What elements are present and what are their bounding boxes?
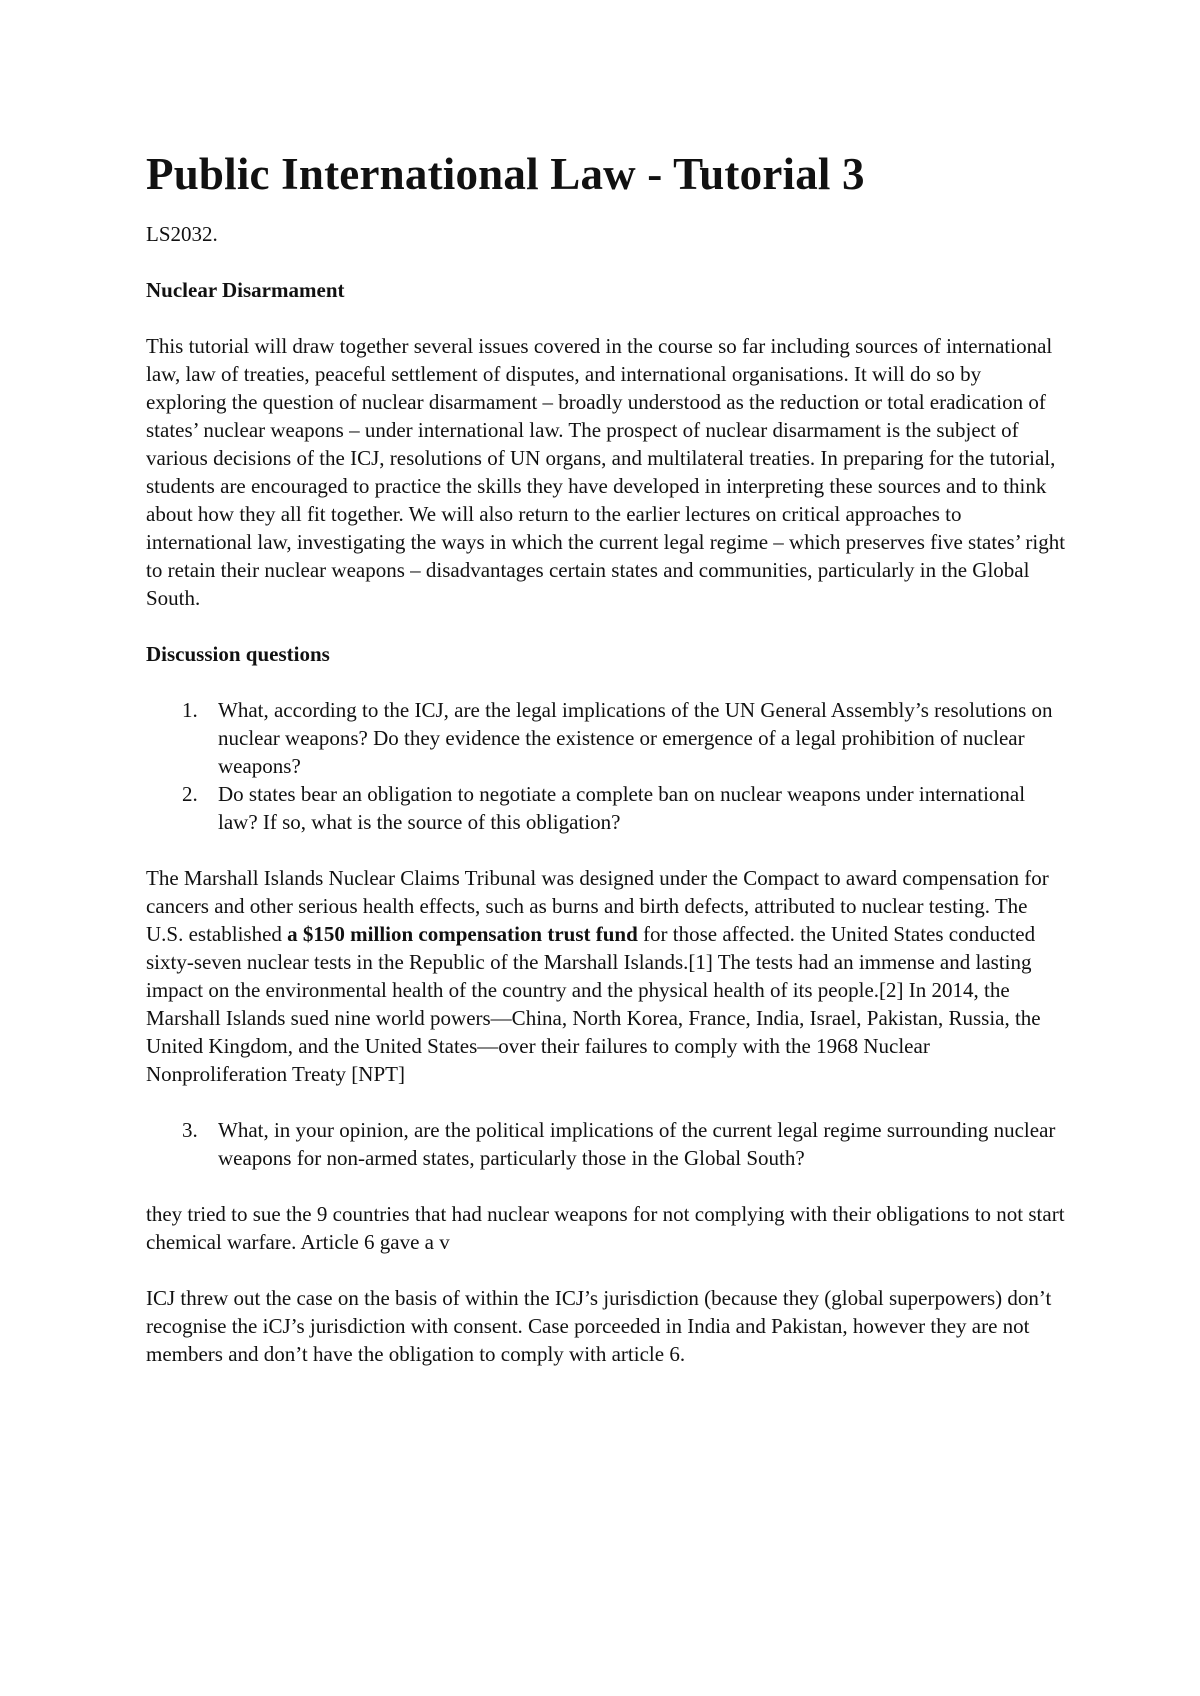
course-code: LS2032. [146,222,218,246]
marshall-text-after: for those affected. the United States conducted sixty-seven nuclear tests in the Republic of the Marshall Islands.[1] The tests had an immense and lasting impact on the environmental health of the country and the physical health of its people.[2] In 2014, the Marshall Islands sued nine world powers—China, North Korea, France, India, Israel, Pakistan, Russia, the United Kingdom, and the United States—over their failures to comply with the 1968 Nuclear Nonproliferation Treaty [NPT] [146,922,1041,1086]
section-heading-discussion-questions: Discussion questions [146,642,330,666]
question-number: 3. [182,1118,198,1142]
question-list-1 [146,696,1066,836]
question-number: 1. [182,698,198,722]
marshall-islands-paragraph [146,864,1066,1088]
question-text: What, according to the ICJ, are the legal implications of the UN General Assembly’s resolutions on nuclear weapons? Do they evidence the existence or emergence of a legal prohibition of nuclear weapons? [218,698,1053,778]
question-list-2 [146,1116,1066,1172]
question-number: 2. [182,782,198,806]
note-paragraph-2: ICJ threw out the case on the basis of within the ICJ’s jurisdiction (because they (global superpowers) don’t recognise the iCJ’s jurisdiction with consent. Case porceeded in India and Pakistan, however they are not members and don’t have the obligation to comply with article 6. [146,1286,1052,1366]
question-item-1 [146,696,1066,780]
page-title: Public International Law - Tutorial 3 [146,149,865,199]
marshall-text-bold: a $150 million compensation trust fund [287,922,638,946]
question-text: What, in your opinion, are the political implications of the current legal regime surrounding nuclear weapons for non-armed states, particularly those in the Global South? [218,1118,1056,1170]
note-paragraph-1: they tried to sue the 9 countries that had nuclear weapons for not complying with their obligations to not start chemical warfare. Article 6 gave a v [146,1202,1065,1254]
marshall-text-before: The Marshall Islands Nuclear Claims Tribunal was designed under the Compact to award compensation for cancers and other serious health effects, such as burns and birth defects, attributed to nuclear testing. The U.S. established [146,866,1049,946]
intro-paragraph: This tutorial will draw together several issues covered in the course so far including sources of international law, law of treaties, peaceful settlement of disputes, and international organisations. It will do so by exploring the question of nuclear disarmament – broadly understood as the reduction or total eradication of states’ nuclear weapons – under international law. The prospect of nuclear disarmament is the subject of various decisions of the ICJ, resolutions of UN organs, and multilateral treaties. In preparing for the tutorial, students are encouraged to practice the skills they have developed in interpreting these sources and to think about how they all fit together. We will also return to the earlier lectures on critical approaches to international law, investigating the ways in which the current legal regime – which preserves five states’ right to retain their nuclear weapons – disadvantages certain states and communities, particularly in the Global South. [146,334,1066,610]
question-text: Do states bear an obligation to negotiate a complete ban on nuclear weapons under international law? If so, what is the source of this obligation? [218,782,1026,834]
document-body [146,148,1066,1396]
question-item-3 [146,1116,1066,1172]
question-item-2 [146,780,1066,836]
section-heading-nuclear-disarmament: Nuclear Disarmament [146,278,345,302]
